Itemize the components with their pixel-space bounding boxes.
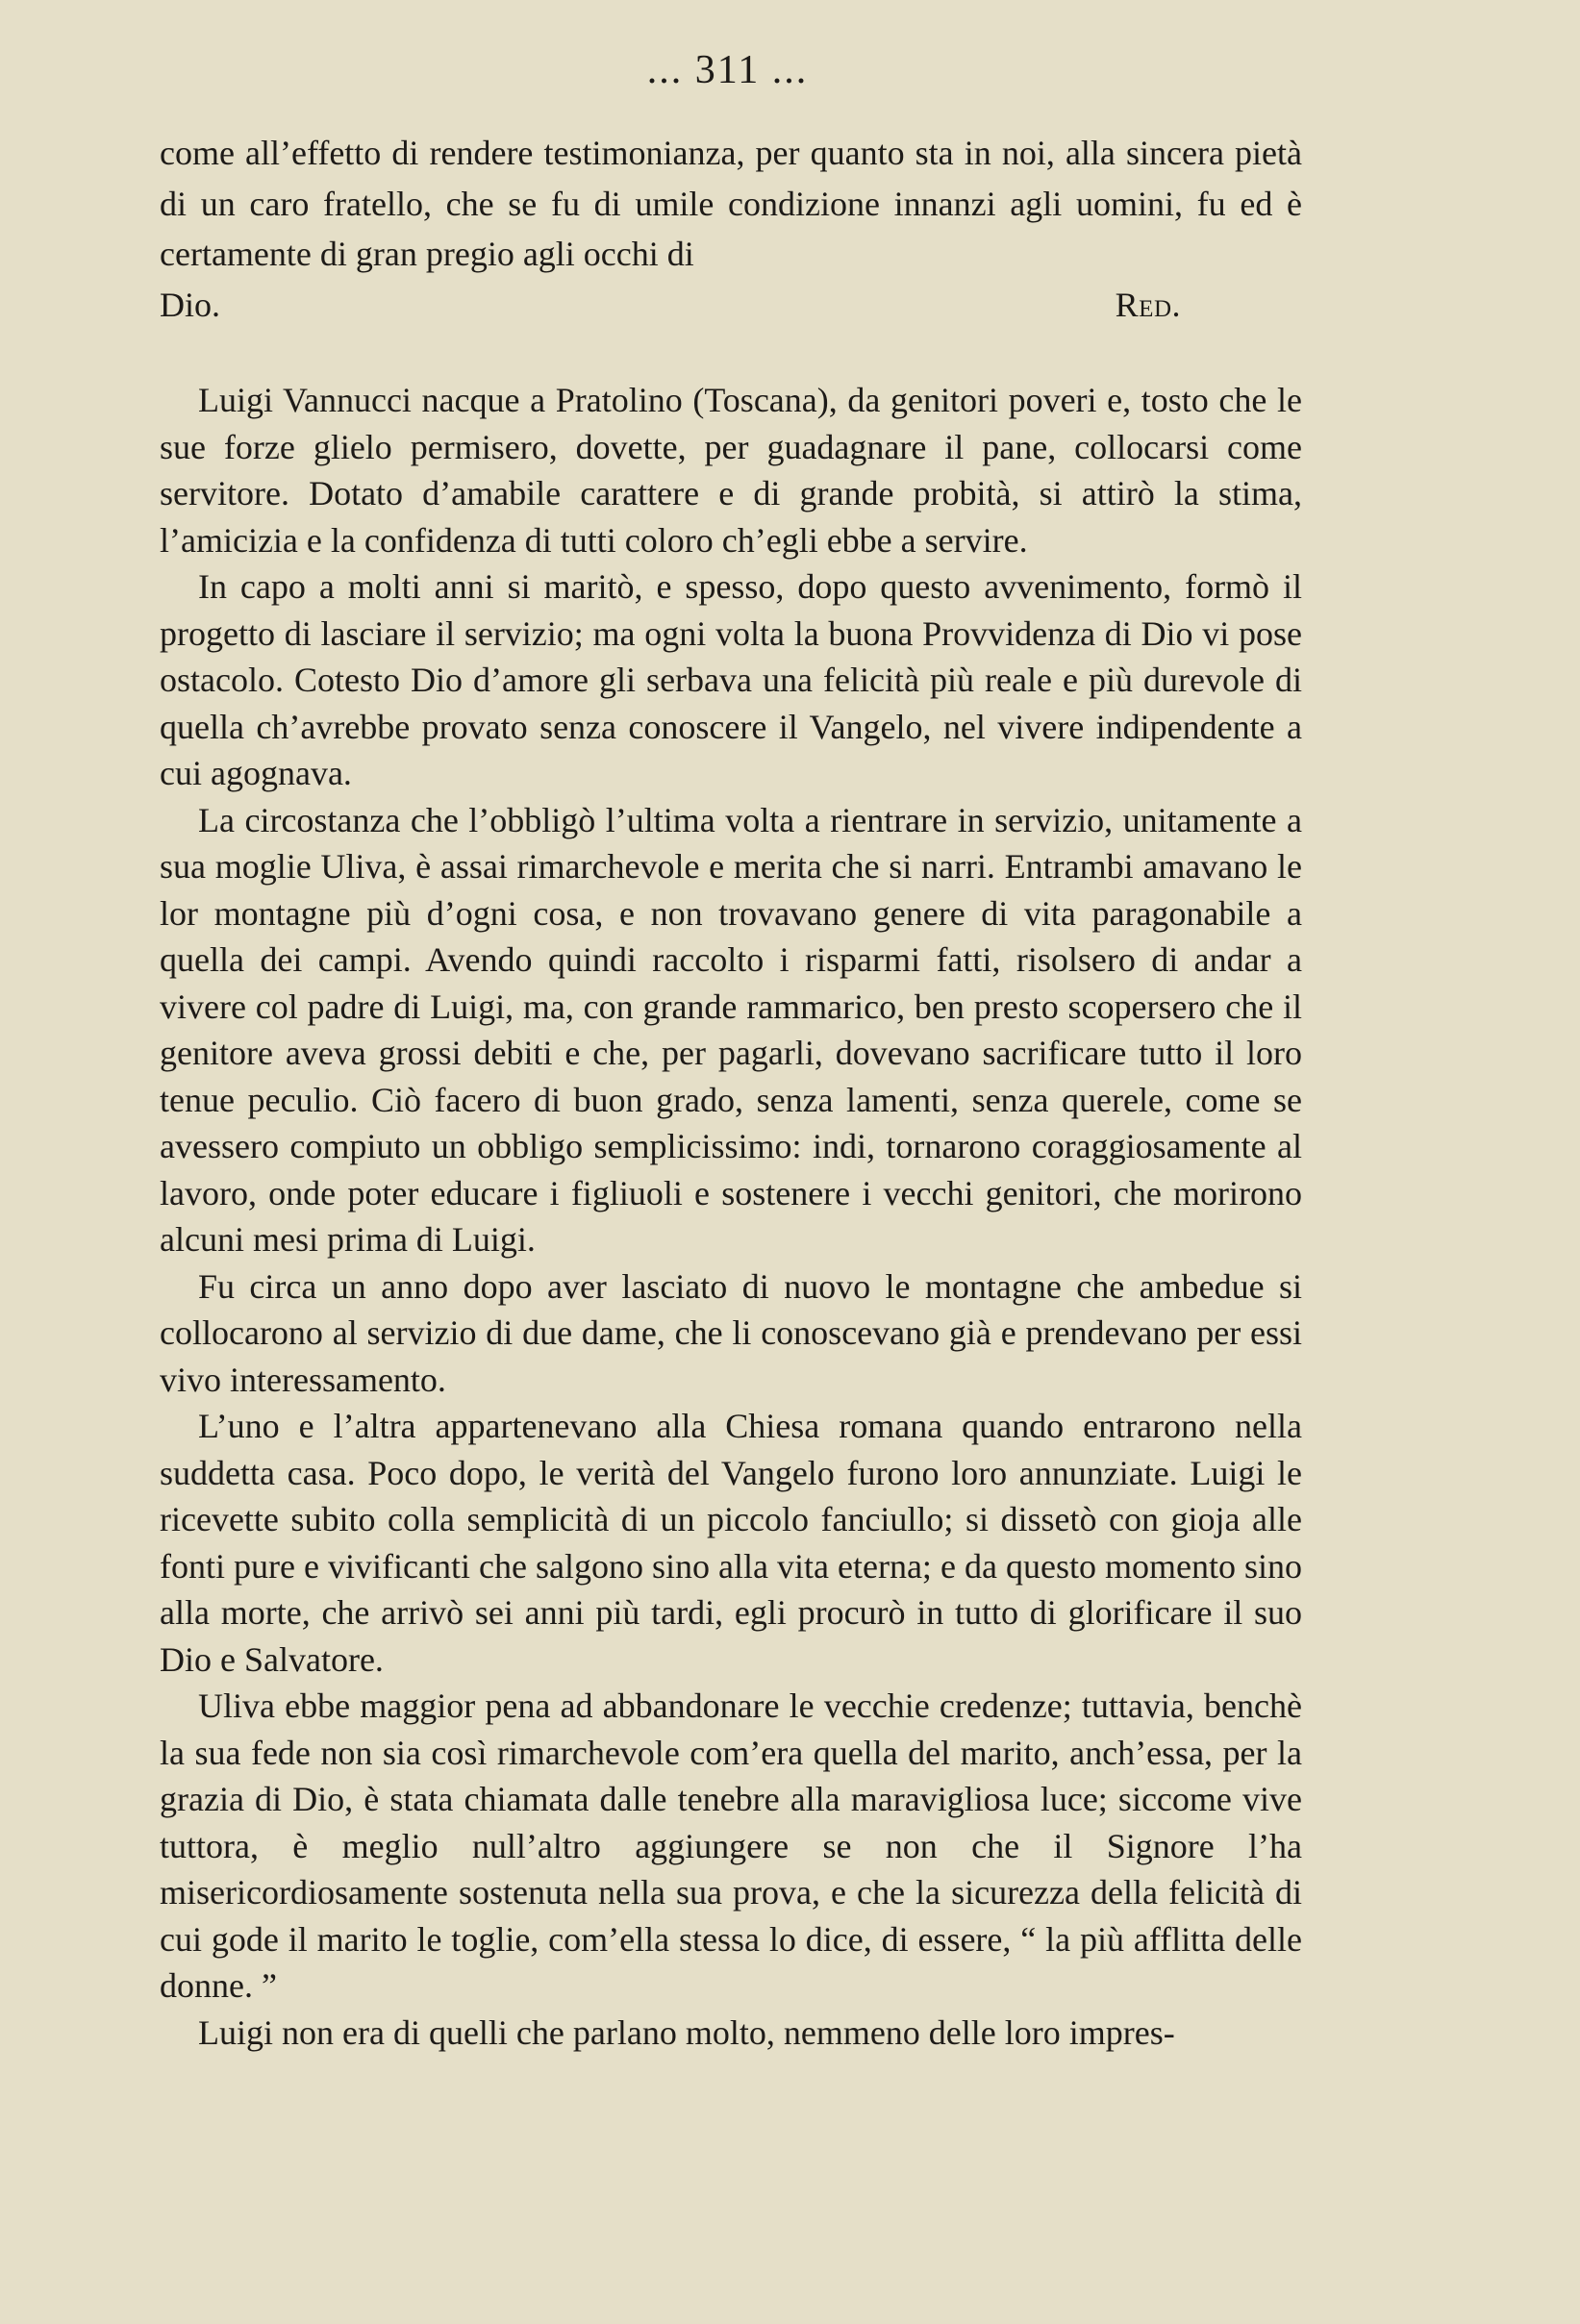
intro-last-word: Dio.	[160, 285, 220, 324]
paragraph: L’uno e l’altra appartenevano alla Chiesa romana quando entrarono nella suddetta casa. Poco dopo, le verità del Vangelo furono loro annunziate. Luigi le ricevette subito colla semplicità di un piccolo fanciullo; si dissetò con gioja alle fonti pure e vivificanti che salgono sino alla vita eterna; e da questo momento sino alla morte, che arrivò sei anni più tardi, egli procurò in tutto di glorificare il suo Dio e Salvatore.	[160, 1407, 1302, 1679]
intro-text: come all’effetto di rendere testimonianza, per quanto sta in noi, alla sincera pietà di un caro fratello, che se fu di umile condizione innanzi agli uomini, fu ed è certamente di gran pregio agli occhi di	[160, 134, 1302, 273]
intro-note	[160, 128, 1302, 330]
intro-last-line	[160, 280, 1181, 331]
paragraph: Luigi Vannucci nacque a Pratolino (Toscana), da genitori poveri e, tosto che le sue forze glielo permisero, dovette, per guadagnare il pane, collocarsi come servitore. Dotato d’amabile carattere e di grande probità, si attirò la stima, l’amicizia e la confidenza di tutti coloro ch’egli ebbe a servire.	[160, 381, 1302, 560]
page-number: ... 311 ...	[646, 48, 809, 92]
paragraph: In capo a molti anni si maritò, e spesso, dopo questo avvenimento, formò il progetto di lasciare il servizio; ma ogni volta la buona Provvidenza di Dio vi pose ostacolo. Cotesto Dio d’amore gli serbava una felicità più reale e più durevole di quella ch’avrebbe provato senza conoscere il Vangelo, nel vivere indipendente a cui agognava.	[160, 567, 1302, 792]
main-text	[160, 377, 1302, 2056]
editor-signature: Red.	[1115, 285, 1181, 324]
intro-paragraph	[160, 128, 1302, 280]
paragraph: Fu circa un anno dopo aver lasciato di nuovo le montagne che ambedue si collocarono al servizio di due dame, che li conoscevano già e prendevano per essi vivo interessamento.	[160, 1266, 1302, 1399]
paragraph: Luigi non era di quelli che parlano molto, nemmeno delle loro impres-	[198, 2012, 1175, 2052]
paragraph: La circostanza che l’obbligò l’ultima volta a rientrare in servizio, unitamente a sua moglie Uliva, è assai rimarchevole e merita che si narri. Entrambi amavano le lor montagne più d’ogni cosa, e non trovavano genere di vita paragonabile a quella dei campi. Avendo quindi raccolto i risparmi fatti, risolsero di andar a vivere col padre di Luigi, ma, con grande rammarico, ben presto scopersero che il genitore aveva grossi debiti e che, per pagarli, dovevano sacrificare tutto il loro tenue peculio. Ciò facero di buon grado, senza lamenti, senza querele, come se avessero compiuto un obbligo semplicissimo: indi, tornarono coraggiosamente al lavoro, onde poter educare i figliuoli e sostenere i vecchi genitori, che morirono alcuni mesi prima di Luigi.	[160, 800, 1302, 1259]
paragraph: Uliva ebbe maggior pena ad abbandonare le vecchie credenze; tuttavia, benchè la sua fede non sia così rimarchevole com’era quella del marito, anch’essa, per la grazia di Dio, è stata chiamata dalle tenebre alla maravigliosa luce; siccome vive tuttora, è meglio null’altro aggiungere se non che il Signore l’ha misericordiosamente sostenuta nella sua prova, e che la sicurezza della felicità di cui gode il marito le toglie, com’ella stessa lo dice, di essere, “ la più afflitta delle donne. ”	[160, 1687, 1302, 2005]
